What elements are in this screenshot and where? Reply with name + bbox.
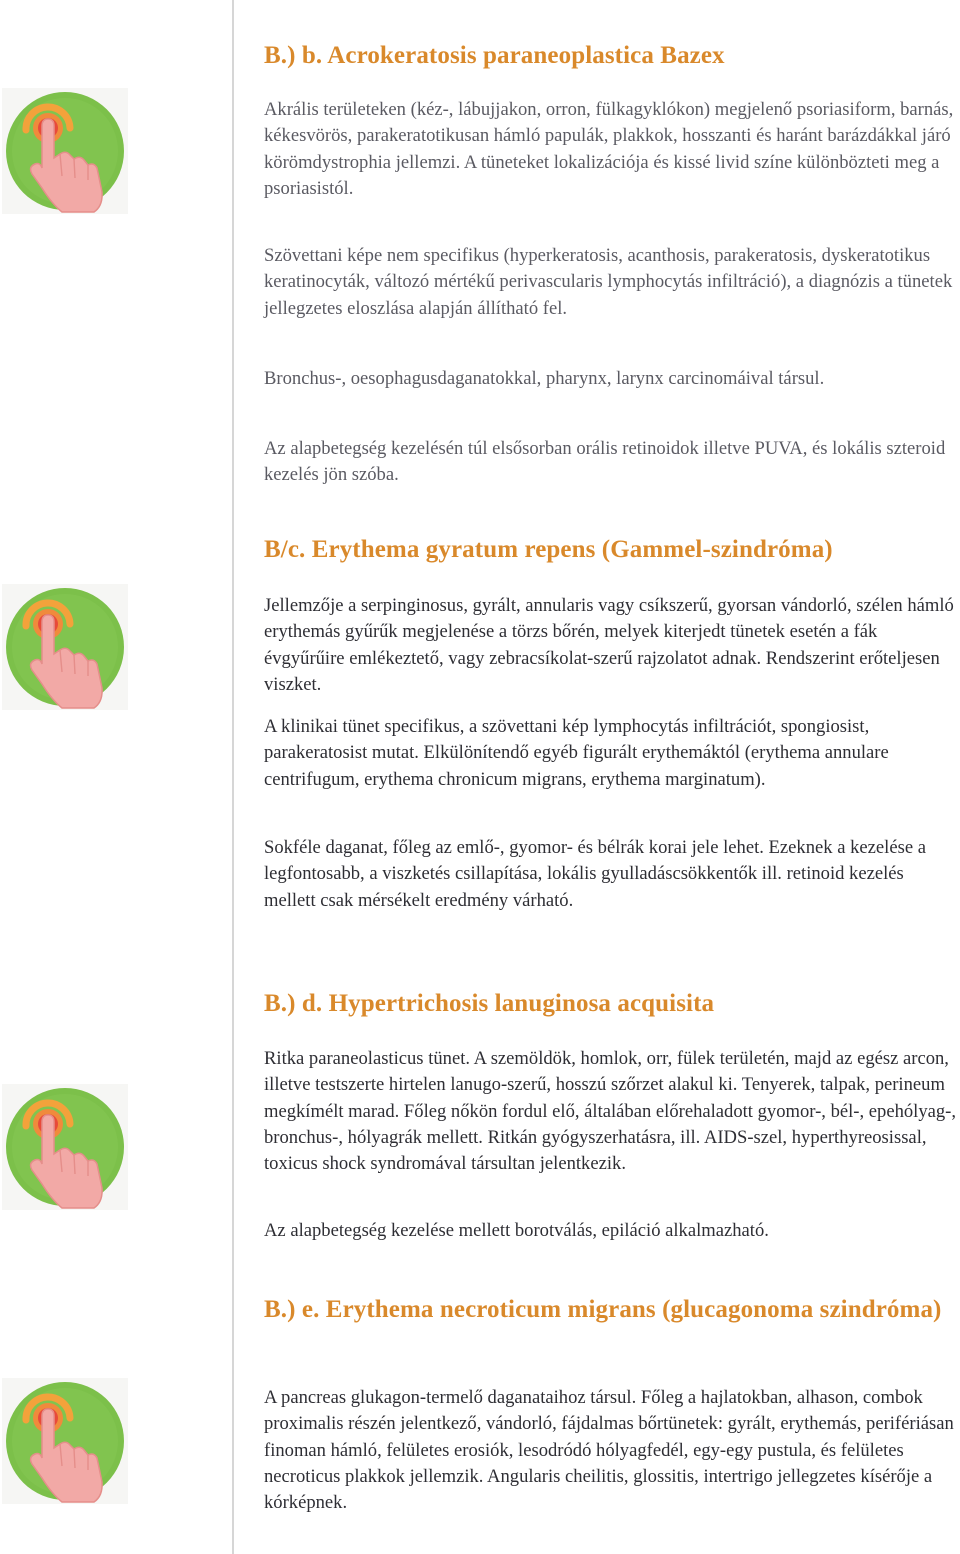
paragraph: Ritka paraneolasticus tünet. A szemöldök, homlok, orr, fülek területén, majd az egész arcon, illetve testszerte hirtelen lanugo-szerű, hosszú szőrzet alakul ki. Tenyerek, talpak, perineum megkímélt marad. Főleg nőkön fordul elő, általában előrehaladott gyomor-, bél-, epehólyag-, bronchus-, hólyagrák mellett. Ritkán gyógyszerhatásra, ill. AIDS-szel, hyperthyreosissal, toxicus shock syndromával társultan jelentkezik. [264,1048,957,1175]
section-erythema-gyratum-body [264,593,958,698]
section-erythema-gyratum [264,534,958,566]
paragraph: Szövettani képe nem specifikus (hyperkeratosis, acanthosis, parakeratosis, dyskeratotikus keratinocyták, változó mértékű perivascularis lymphocytás infiltráció), a diagnózis a tünetek jellegzetes eloszlása alapján állítható fel. [264,245,953,319]
section-acrokeratosis-body [264,243,958,322]
section-erythema-gyratum-body [264,835,958,914]
section-hypertrichosis-body [264,1046,958,1177]
section-title: B.) b. Acrokeratosis paraneoplastica Bazex [264,42,725,69]
section-hypertrichosis-body [264,1218,958,1244]
column-divider [232,0,234,1554]
section-erythema-gyratum-body [264,714,958,793]
section-acrokeratosis-body [264,97,958,202]
paragraph: A klinikai tünet specifikus, a szövettani kép lymphocytás infiltrációt, spongiosist, parakeratosist mutat. Elkülönítendő egyéb figurált erythemáktól (erythema annulare centrifugum, erythema chronicum migrans, erythema marginatum). [264,716,889,790]
section-acrokeratosis-body [264,436,958,489]
section-erythema-necroticum-body [264,1385,958,1516]
section-erythema-necroticum [264,1294,958,1326]
hand-pointer-icon [2,1378,128,1504]
section-title: B.) d. Hypertrichosis lanuginosa acquisita [264,990,715,1017]
section-title: B/c. Erythema gyratum repens (Gammel-szindróma) [264,536,833,563]
paragraph: Sokféle daganat, főleg az emlő-, gyomor- és bélrák korai jele lehet. Ezeknek a kezelése a legfontosabb, a viszketés csillapítása, lokális gyulladáscsökkentők ill. retinoid kezelés mellett csak mérsékelt eredmény várható. [264,837,926,911]
paragraph: Bronchus-, oesophagusdaganatokkal, pharynx, larynx carcinomáival társul. [264,368,825,389]
section-acrokeratosis-body [264,366,958,392]
section-acrokeratosis [264,40,958,72]
hand-pointer-icon [2,1084,128,1210]
hand-pointer-icon [2,88,128,214]
paragraph: Jellemzője a serpinginosus, gyrált, annularis vagy csíkszerű, gyorsan vándorló, szélen hámló erythemás gyűrűk megjelenése a törzs bőrén, melyek kiterjedt tünetek esetén a fák évgyűrűire emlékeztető, vagy zebracsíkolat-szerű rajzolatot adnak. Rendszerint erőteljesen viszket. [264,595,954,695]
paragraph: A pancreas glukagon-termelő daganataihoz társul. Főleg a hajlatokban, alhason, combok proximalis részén jelentkező, vándorló, fájdalmas bőrtünetek: gyrált, erythemás, perifériásan finoman hámló, felületes erosiók, lesodródó hólyagfedél, egy-egy pustula, és felületes necroticus plakkok jellemzik. Angularis cheilitis, glossitis, intertrigo jellegzetes kísérője a kórképnek. [264,1387,954,1514]
section-hypertrichosis [264,988,958,1020]
hand-pointer-icon [2,584,128,710]
paragraph: Az alapbetegség kezelésén túl elsősorban orális retinoidok illetve PUVA, és lokális szteroid kezelés jön szóba. [264,438,946,486]
paragraph: Akrális területeken (kéz-, lábujjakon, orron, fülkagyklókon) megjelenő psoriasiform, barnás, kékesvörös, parakeratotikusan hámló papulák, plakkok, hosszanti és haránt barázdákkal járó körömdystrophia jellemzi. A tüneteket lokalizációja és kissé livid színe különbözteti meg a psoriasistól. [264,99,954,199]
paragraph: Az alapbetegség kezelése mellett borotválás, epiláció alkalmazható. [264,1220,769,1241]
section-title: B.) e. Erythema necroticum migrans (glucagonoma szindróma) [264,1296,942,1323]
